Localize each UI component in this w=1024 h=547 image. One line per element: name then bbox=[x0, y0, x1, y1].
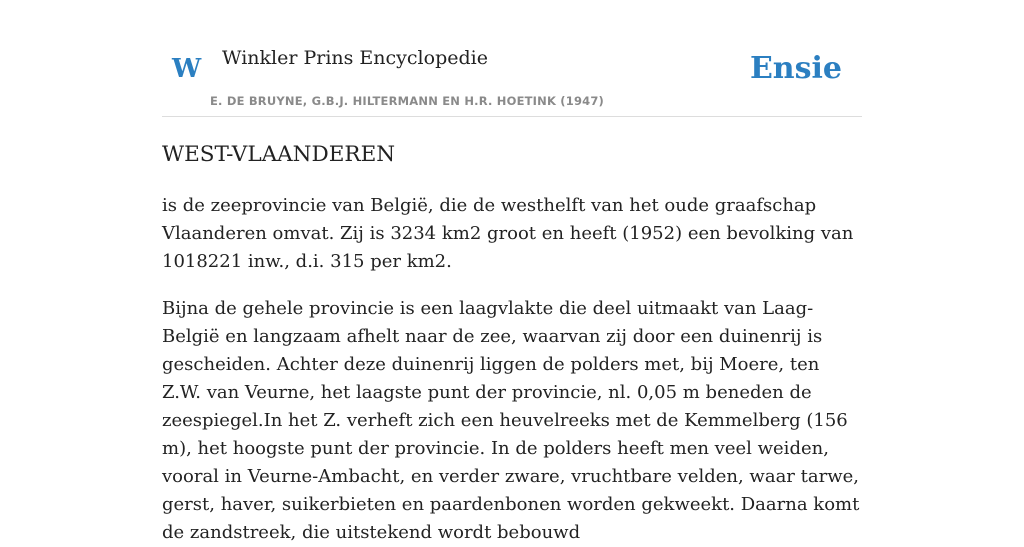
source-title[interactable]: Winkler Prins Encyclopedie bbox=[222, 47, 488, 69]
article-paragraph-geography: Bijna de gehele provincie is een laagvlakte die deel uitmaakt van Laag-België en langzaam afhelt naar de zee, waarvan zij door een duinenrij is gescheiden. Achter deze duinenrij liggen de polders met, bij Moere, ten Z.W. van Veurne, het laagste punt der provincie, nl. 0,05 m beneden de zeespiegel.In het Z. verheft zich een heuvelreeks met de Kemmelberg (156 m), het hoogste punt der provincie. In de polders heeft men veel weiden, vooral in Veurne-Ambacht, en verder zware, vruchtbare velden, waar tarwe, gerst, haver, suikerbieten en paardenbonen worden gekweekt. Daarna komt de zandstreek, die uitstekend wordt bebouwd bbox=[162, 298, 860, 543]
article-paragraph-intro: is de zeeprovincie van België, die de westhelft van het oude graafschap Vlaanderen omvat. Zij is 3234 km2 groot en heeft (1952) een bevolking van 1018221 inw., d.i. 315 per km2. bbox=[162, 195, 854, 272]
article-title: WEST-VLAANDEREN bbox=[162, 142, 396, 167]
source-authors: E. DE BRUYNE, G.B.J. HILTERMANN EN H.R. HOETINK (1947) bbox=[210, 94, 605, 108]
ensie-logo-link[interactable]: Ensie bbox=[749, 51, 842, 86]
page-header bbox=[162, 0, 862, 117]
winkler-prins-logo[interactable]: W bbox=[172, 54, 202, 84]
article bbox=[162, 140, 862, 547]
